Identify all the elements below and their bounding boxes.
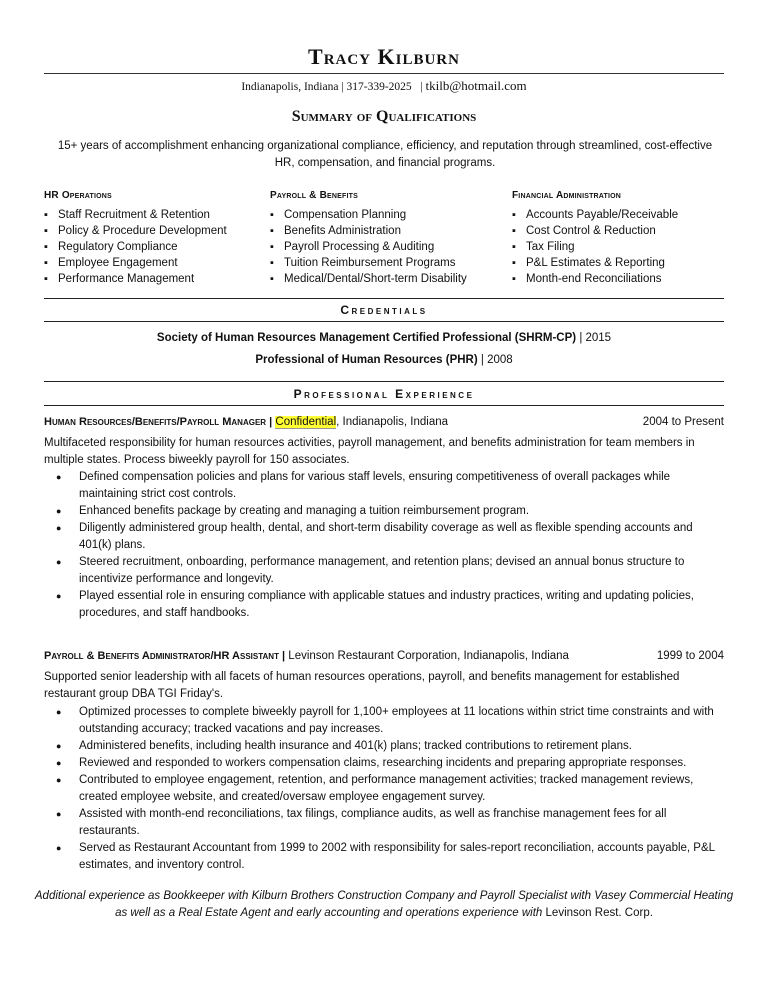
skill-item: ▪ Compensation Planning <box>270 207 467 223</box>
job-dates: 2004 to Present <box>642 416 724 428</box>
skill-item: ▪ Benefits Administration <box>270 223 467 239</box>
skills-heading: Financial Administration <box>512 190 622 201</box>
skill-item: ▪ Tax Filing <box>512 239 678 255</box>
job-bullet: ● Reviewed and responded to workers compensation claims, researching incidents and preparing appropriate responses. <box>44 755 724 772</box>
experience-heading: Professional Experience <box>293 387 475 401</box>
skill-item: ▪ Tuition Reimbursement Programs <box>270 255 467 271</box>
contact-email[interactable]: tkilb@hotmail.com <box>425 78 527 93</box>
credential-item <box>0 354 768 366</box>
job-company: Confidential <box>275 416 337 428</box>
section-divider <box>44 298 724 299</box>
skill-item: ▪ Employee Engagement <box>44 255 227 271</box>
job-bullet: ● Enhanced benefits package by creating and managing a tuition reimbursement program. <box>44 503 724 520</box>
job-bullet: ● Contributed to employee engagement, retention, and performance management activities; tracked management reviews, created employee website, and created/oversaw employee engagement survey. <box>44 772 724 806</box>
skill-item: ▪ Medical/Dental/Short-term Disability <box>270 271 467 287</box>
skills-column-payroll <box>270 190 467 287</box>
contact-separator: | <box>341 81 344 93</box>
job-bullet: ● Assisted with month-end reconciliations, tax filings, compliance audits, as well as franchise management fees for all restaurants. <box>44 806 724 840</box>
skill-item: ▪ Performance Management <box>44 271 227 287</box>
section-divider <box>44 381 724 382</box>
job-bullet: ● Steered recruitment, onboarding, performance management, and retention plans; devised an annual bonus structure to incentivize performance and longevity. <box>44 554 724 588</box>
job-bullet: ● Diligently administered group health, dental, and short-term disability coverage as well as flexible spending accounts and 401(k) plans. <box>44 520 724 554</box>
summary-text: 15+ years of accomplishment enhancing organizational compliance, efficiency, and reputation through streamlined, cost-effective HR, compensation, and financial programs. <box>57 140 713 169</box>
skill-item: ▪ Staff Recruitment & Retention <box>44 207 227 223</box>
additional-experience-text: Additional experience as Bookkeeper with Kilburn Brothers Construction Company and Payroll Specialist with Vasey Commercial Heating as well as a Real Estate Agent and early accounting and operations experience with <box>34 890 734 919</box>
contact-phone: 317-339-2025 <box>346 81 412 93</box>
skills-heading: HR Operations <box>44 190 112 201</box>
job-title: Payroll & Benefits Administrator/HR Assistant | <box>44 650 286 662</box>
skill-item: ▪ Regulatory Compliance <box>44 239 227 255</box>
additional-experience-note <box>30 888 738 922</box>
job-header <box>44 416 724 428</box>
job-location: , Indianapolis, Indiana <box>336 416 449 428</box>
job-bullet: ● Optimized processes to complete biweekly payroll for 1,100+ employees at 11 locations within strict time constraints and with outstanding accuracy; tracked vacations and pay increases. <box>44 704 724 738</box>
section-divider <box>44 405 724 406</box>
credential-item <box>0 332 768 344</box>
job-bullets <box>44 704 724 874</box>
skill-item: ▪ Policy & Procedure Development <box>44 223 227 239</box>
job-bullet: ● Served as Restaurant Accountant from 1999 to 2002 with responsibility for sales-report reconciliation, accounts payable, P&L estimates, and inventory control. <box>44 840 724 874</box>
job-dates: 1999 to 2004 <box>656 650 724 662</box>
job-bullet: ● Played essential role in ensuring compliance with applicable statues and industry practices, writing and updating policies, procedures, and staff handbooks. <box>44 588 724 622</box>
credentials-heading: Credentials <box>340 303 428 317</box>
job-summary: Multifaceted responsibility for human resources activities, payroll management, and benefits administration for team members in multiple states. Process biweekly payroll for 150 associates. <box>44 437 695 466</box>
additional-experience-company: Levinson Rest. Corp. <box>545 907 653 919</box>
skill-item: ▪ Accounts Payable/Receivable <box>512 207 678 223</box>
contact-location: Indianapolis, Indiana <box>241 81 339 93</box>
credential-name: Professional of Human Resources (PHR) <box>255 354 478 366</box>
credential-year: | 2015 <box>579 332 612 344</box>
job-bullet: ● Defined compensation policies and plans for various staff levels, ensuring competitiveness of overall packages while maintaining strict cost controls. <box>44 469 724 503</box>
job-company: Levinson Restaurant Corporation, Indianapolis, Indiana <box>288 650 569 662</box>
summary-heading: Summary of Qualifications <box>291 108 477 125</box>
skill-item: ▪ P&L Estimates & Reporting <box>512 255 678 271</box>
skill-item: ▪ Month-end Reconciliations <box>512 271 678 287</box>
skills-column-hr <box>44 190 227 287</box>
job-bullet: ● Administered benefits, including health insurance and 401(k) plans; tracked contributions to retirement plans. <box>44 738 724 755</box>
job-title: Human Resources/Benefits/Payroll Manager | <box>44 416 273 428</box>
name-divider <box>44 73 724 74</box>
job-bullets <box>44 469 724 622</box>
candidate-name: Tracy Kilburn <box>308 44 460 69</box>
job-header <box>44 650 724 662</box>
skill-item: ▪ Payroll Processing & Auditing <box>270 239 467 255</box>
credential-year: | 2008 <box>480 354 513 366</box>
contact-separator: | <box>420 81 423 93</box>
section-divider <box>44 321 724 322</box>
job-summary: Supported senior leadership with all facets of human resources operations, payroll, and benefits management for established restaurant group DBA TGI Friday's. <box>44 671 680 700</box>
skills-column-finance <box>512 190 678 287</box>
skills-heading: Payroll & Benefits <box>270 190 358 201</box>
contact-line <box>0 78 768 94</box>
skill-item: ▪ Cost Control & Reduction <box>512 223 678 239</box>
credential-name: Society of Human Resources Management Certified Professional (SHRM-CP) <box>156 332 577 344</box>
